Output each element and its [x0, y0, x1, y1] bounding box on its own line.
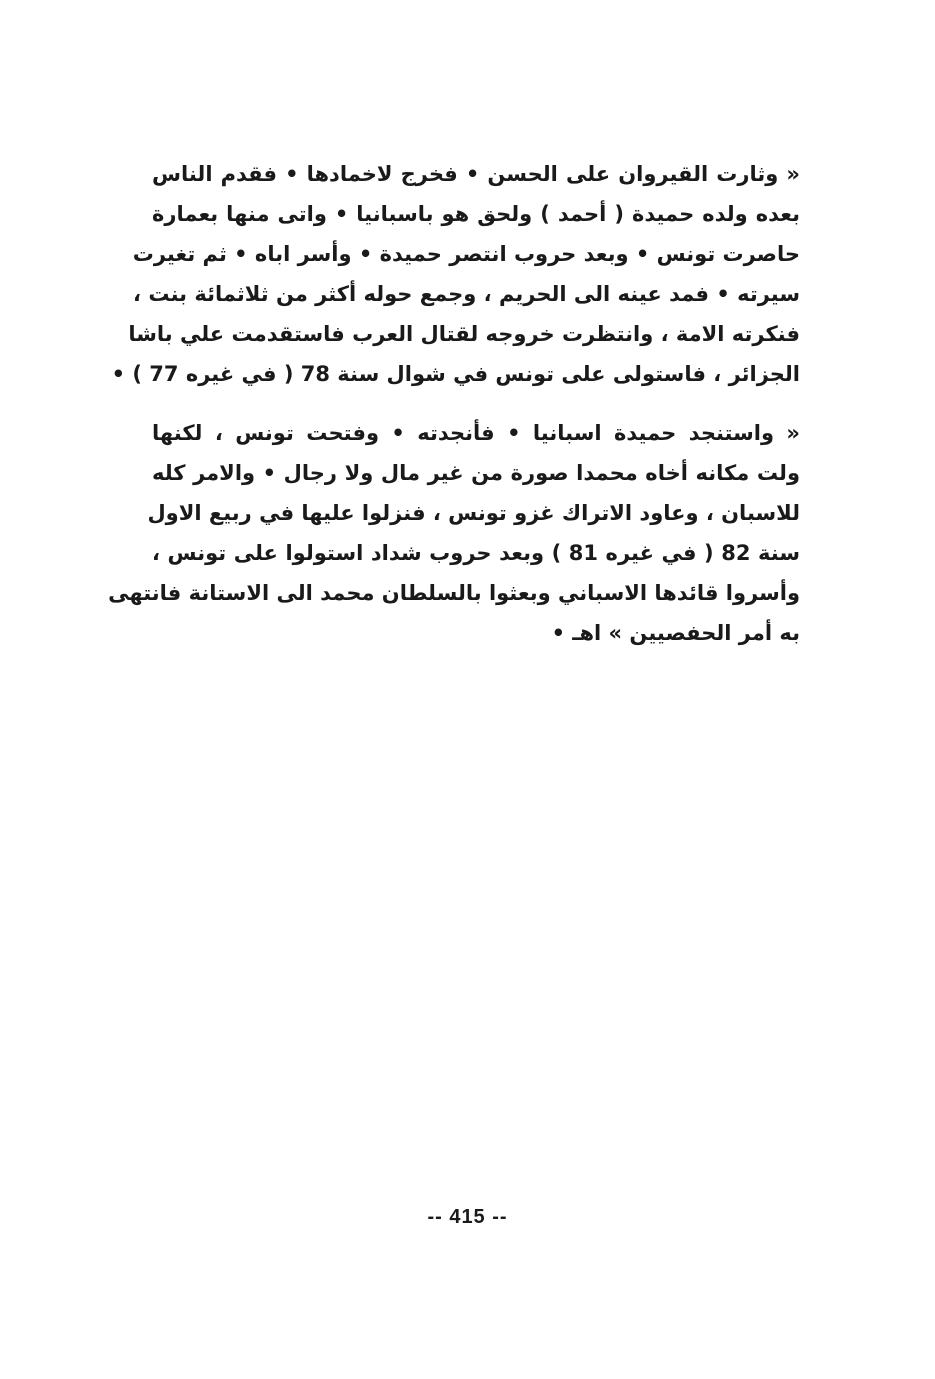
- text-line: سيرته • فمد عينه الى الحريم ، وجمع حوله أكثر من ثلاثمائة بنت ،: [133, 282, 800, 306]
- text-line: به أمر الحفصيين » اهـ •: [551, 621, 800, 645]
- text-line: ولت مكانه أخاه محمدا صورة من غير مال ولا رجال • والامر كله: [152, 461, 800, 485]
- text-line: الجزائر ، فاستولى على تونس في شوال سنة 78 ( في غيره 77 ) •: [111, 362, 800, 386]
- text-line: « واستنجد حميدة اسبانيا • فأنجدته • وفتحت تونس ، لكنها: [152, 421, 800, 445]
- text-line: بعده ولده حميدة ( أحمد ) ولحق هو باسبانيا • واتى منها بعمارة: [152, 202, 800, 226]
- paragraph-1: [111, 154, 800, 394]
- paragraph-2: [108, 413, 800, 653]
- text-line: وأسروا قائدها الاسباني وبعثوا بالسلطان محمد الى الاستانة فانتهى: [108, 581, 800, 605]
- text-line: « وثارت القيروان على الحسن • فخرج لاخمادها • فقدم الناس: [152, 162, 800, 186]
- text-line: حاصرت تونس • وبعد حروب انتصر حميدة • وأسر اباه • ثم تغيرت: [132, 242, 800, 266]
- page-number: -- 415 --: [427, 1206, 508, 1228]
- text-line: فنكرته الامة ، وانتظرت خروجه لقتال العرب فاستقدمت علي باشا: [128, 322, 800, 346]
- text-line: سنة 82 ( في غيره 81 ) وبعد حروب شداد استولوا على تونس ،: [152, 541, 800, 565]
- text-line: للاسبان ، وعاود الاتراك غزو تونس ، فنزلوا عليها في ربيع الاول: [147, 501, 800, 525]
